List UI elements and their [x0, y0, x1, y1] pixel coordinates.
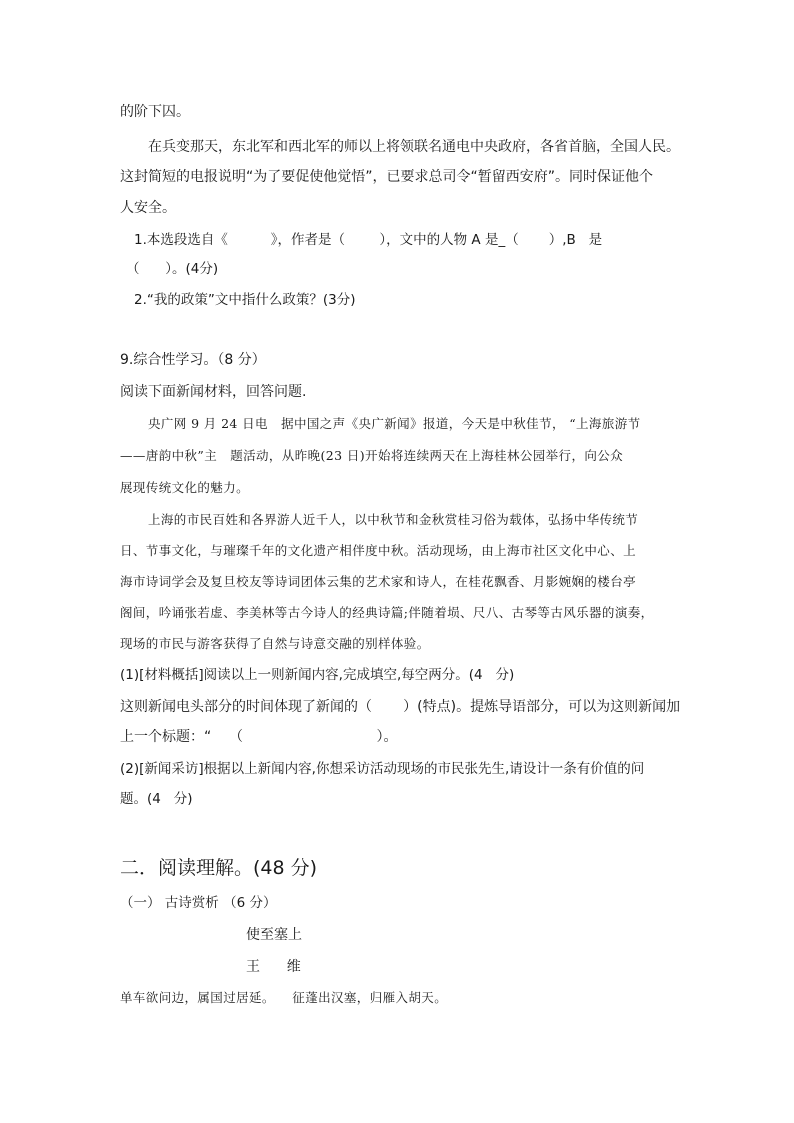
subquestion-1-line: 这则新闻电头部分的时间体现了新闻的（ ）(特点)。提炼导语部分，可以为这则新闻加	[120, 699, 681, 715]
passage-line: 在兵变那天，东北军和西北军的师以上将领联名通电中央政府，各省首脑，全国人民。	[148, 139, 680, 155]
section-9-title: 9.综合性学习。（8 分）	[120, 352, 266, 368]
poem-line: 单车欲问边，属国过居延。 征蓬出汉塞，归雁入胡天。	[120, 990, 448, 1005]
news-paragraph-line: 日、节事文化，与璀璨千年的文化遗产相伴度中秋。活动现场，由上海市社区文化中心、上	[120, 543, 637, 558]
subquestion-2-line: (2)[新闻采访]根据以上新闻内容,你想采访活动现场的市民张先生,请设计一条有价值的问	[120, 761, 645, 777]
section-9-intro: 阅读下面新闻材料，回答问题.	[120, 384, 307, 400]
passage-line: 这封简短的电报说明“为了要促使他觉悟”，已要求总司令“暂留西安府”。同时保证他个	[120, 169, 654, 185]
question-1-line: （ ）。(4分)	[126, 261, 219, 277]
news-paragraph-line: ——唐韵中秋”主 题活动，从昨晚(23 日)开始将连续两天在上海桂林公园举行，向公众	[120, 448, 624, 463]
news-paragraph-line: 展现传统文化的魅力。	[120, 480, 250, 495]
question-2: 2.“我的政策”文中指什么政策？(3分)	[134, 292, 356, 308]
passage-line: 的阶下囚。	[120, 104, 190, 120]
news-paragraph-line: 现场的市民与游客获得了自然与诗意交融的别样体验。	[120, 636, 430, 651]
poem-title: 使至塞上	[246, 927, 302, 943]
news-paragraph-line: 央广网 9 月 24 日电 据中国之声《央广新闻》报道，今天是中秋佳节， “上海旅游节	[148, 416, 641, 431]
subsection-title: （一） 古诗赏析 （6 分）	[120, 895, 277, 911]
subquestion-2-line: 题。(4 分)	[120, 791, 193, 807]
news-paragraph-line: 上海的市民百姓和各界游人近千人，以中秋节和金秋赏桂习俗为载体，弘扬中华传统节	[148, 512, 639, 527]
subquestion-1-line: 上一个标题：“ （ ）。	[120, 729, 398, 745]
question-1-line: 1.本选段选自《 》，作者是（ ），文中的人物 A 是_（ ）,B 是	[134, 232, 603, 248]
subquestion-1-title: (1)[材料概括]阅读以上一则新闻内容,完成填空,每空两分。(4 分)	[120, 667, 515, 683]
section-heading: 二．阅读理解。(48 分)	[120, 857, 318, 879]
passage-line: 人安全。	[120, 200, 176, 216]
poem-author: 王 维	[246, 959, 301, 975]
news-paragraph-line: 阁间，吟诵张若虚、李美林等古今诗人的经典诗篇;伴随着埙、尺八、古琴等古风乐器的演奏，	[120, 605, 654, 620]
news-paragraph-line: 海市诗词学会及复旦校友等诗词团体云集的艺术家和诗人，在桂花飘香、月影婉娴的楼台亭	[120, 574, 637, 589]
